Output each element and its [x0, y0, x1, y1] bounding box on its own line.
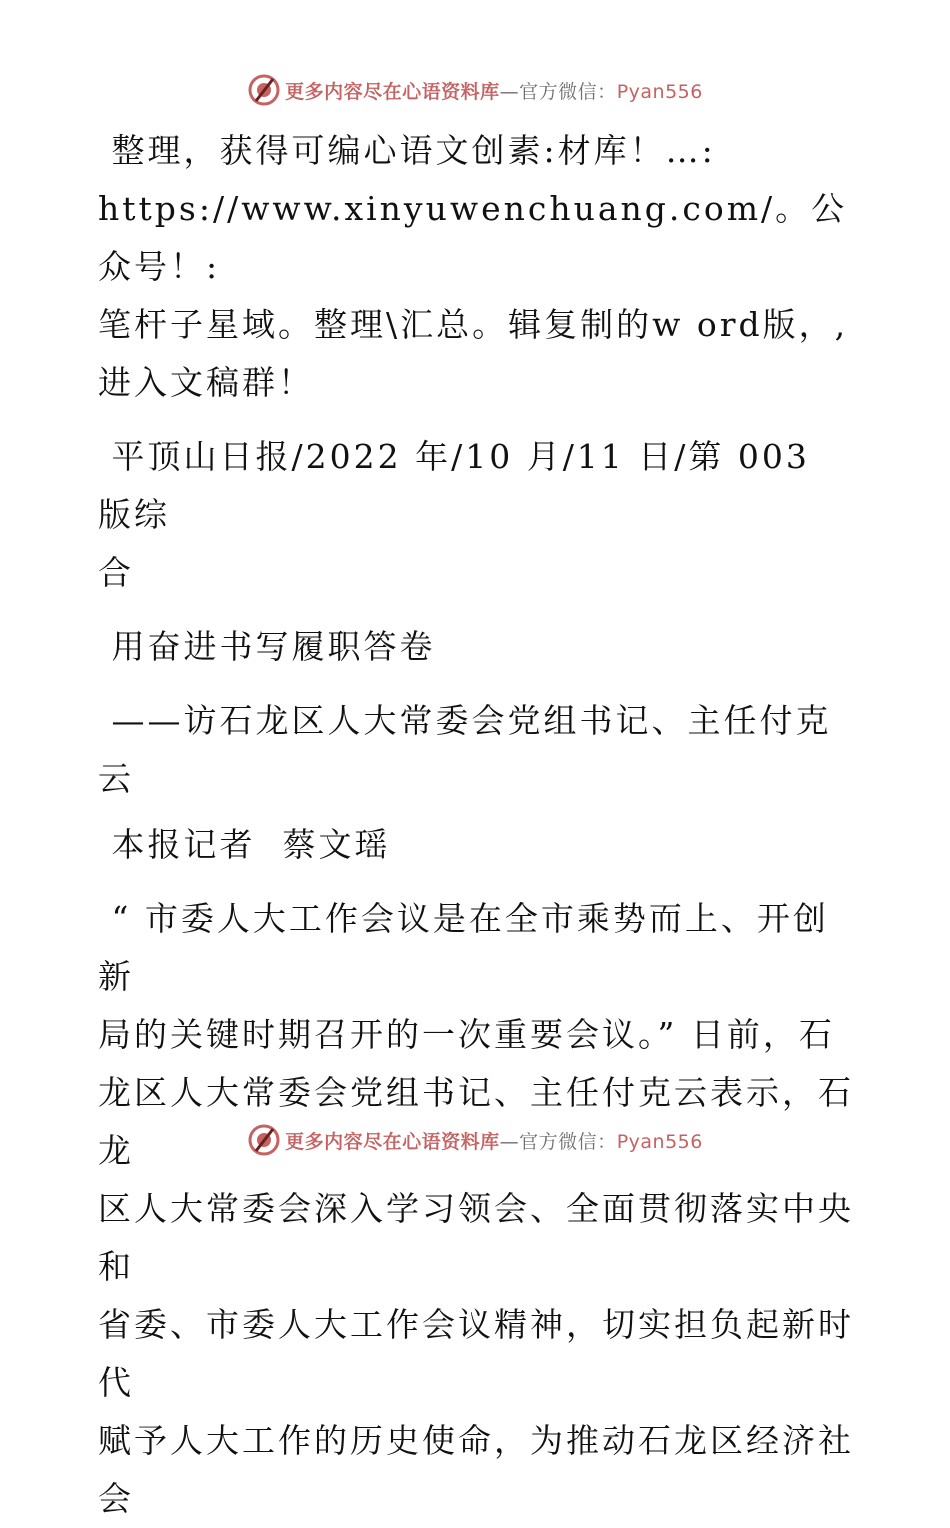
watermark-separator: —官方微信：	[499, 1130, 617, 1153]
watermark-separator: —官方微信：	[499, 80, 617, 103]
header-note-line-2: https://www.xinyuwenchuang.com/。公众号！:	[98, 189, 848, 286]
watermark-id: Pyan556	[616, 80, 703, 103]
byline: 本报记者 蔡文瑶	[98, 825, 391, 864]
header-note-line-3: 笔杆子星域。整理\汇总。辑复制的w ord版，,	[98, 305, 849, 344]
source-line-1: 平顶山日报/2022 年/10 月/11 日/第 003 版综	[98, 437, 824, 534]
header-note-line-4: 进入文稿群！	[98, 363, 314, 402]
logo-icon	[247, 73, 281, 107]
article-title: 用奋进书写履职答卷	[98, 627, 436, 666]
watermark-main-text: 更多内容尽在心语资料库	[285, 1130, 500, 1153]
source-line-2: 合	[98, 553, 134, 592]
body-line-4: 区人大常委会深入学习领会、全面贯彻落实中央和	[98, 1189, 854, 1286]
body-line-1: “ 市委人大工作会议是在全市乘势而上、开创新	[98, 899, 829, 996]
body-line-2: 局的关键时期召开的一次重要会议。” 日前，石	[98, 1015, 835, 1054]
body-line-3: 龙区人大常委会党组书记、主任付克云表示，石龙	[98, 1073, 854, 1170]
watermark-footer	[0, 1120, 950, 1160]
watermark-id: Pyan556	[616, 1130, 703, 1153]
article-subtitle: ——访石龙区人大常委会党组书记、主任付克云	[98, 701, 832, 798]
body-line-6: 赋予人大工作的历史使命，为推动石龙区经济社会	[98, 1421, 854, 1518]
body-line-5: 省委、市委人大工作会议精神，切实担负起新时代	[98, 1305, 854, 1402]
document-body	[98, 122, 858, 1528]
logo-icon	[247, 1123, 281, 1157]
watermark-header	[0, 70, 950, 110]
header-note-line-1: 整理，获得可编心语文创素:材库！…:	[98, 131, 716, 170]
watermark-main-text: 更多内容尽在心语资料库	[285, 80, 500, 103]
